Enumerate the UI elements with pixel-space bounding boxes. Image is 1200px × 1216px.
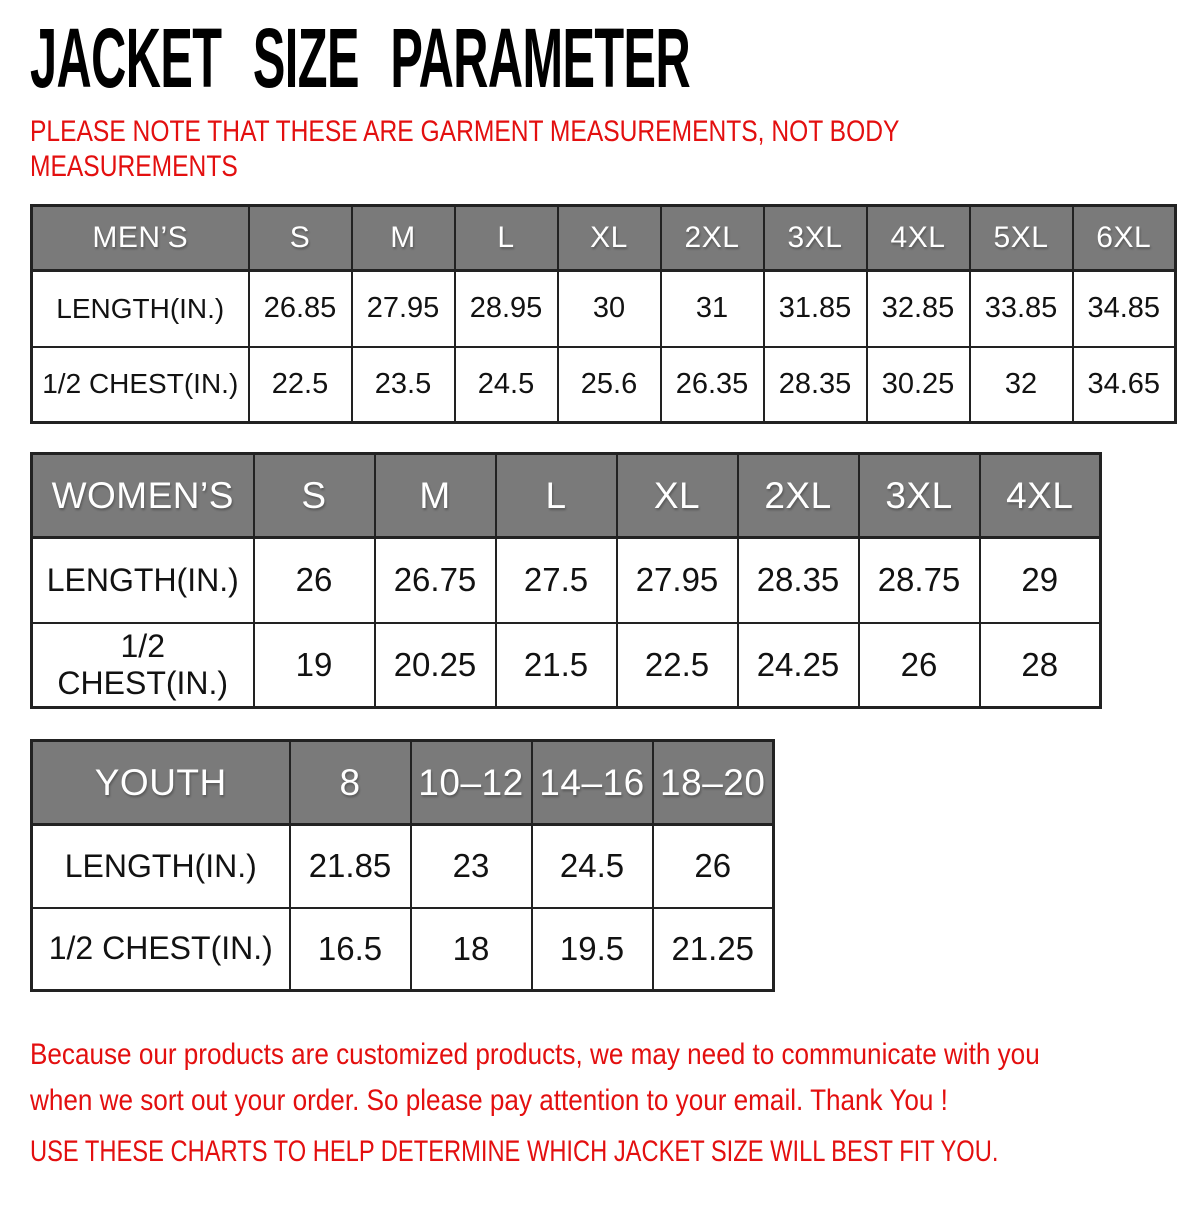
measurement-value-cell: 28 (980, 623, 1101, 708)
size-column-header: M (352, 206, 455, 271)
table-row (32, 271, 1176, 347)
measurement-value-cell: 22.5 (617, 623, 738, 708)
size-column-header: S (254, 454, 375, 538)
size-column-header: 2XL (661, 206, 764, 271)
measurement-value-cell: 34.65 (1073, 347, 1176, 423)
measurement-value-cell: 33.85 (970, 271, 1073, 347)
measurement-value-cell: 28.35 (764, 347, 867, 423)
measurement-value-cell: 26 (859, 623, 980, 708)
womens-size-table (30, 452, 1102, 709)
measurement-value-cell: 19.5 (532, 908, 653, 991)
measurement-value-cell: 28.35 (738, 538, 859, 623)
measurement-value-cell: 19 (254, 623, 375, 708)
size-column-header: 18–20 (653, 741, 774, 825)
measurement-row-label: LENGTH(IN.) (32, 271, 249, 347)
measurement-value-cell: 27.5 (496, 538, 617, 623)
page-title (30, 11, 1200, 105)
measurement-value-cell: 24.5 (532, 825, 653, 908)
measurement-value-cell: 27.95 (617, 538, 738, 623)
measurement-value-cell: 24.25 (738, 623, 859, 708)
customization-note-line-2: when we sort out your order. So please pay attention to your email. Thank You ! (30, 1084, 948, 1117)
size-column-header: 5XL (970, 206, 1073, 271)
measurement-value-cell: 21.85 (290, 825, 411, 908)
table-row (32, 825, 774, 908)
garment-note-line-1: PLEASE NOTE THAT THESE ARE GARMENT MEASUREMENTS, NOT BODY (30, 115, 900, 148)
measurement-value-cell: 30.25 (867, 347, 970, 423)
size-column-header: M (375, 454, 496, 538)
measurement-value-cell: 31.85 (764, 271, 867, 347)
measurement-value-cell: 18 (411, 908, 532, 991)
measurement-value-cell: 26.85 (249, 271, 352, 347)
measurement-value-cell: 21.25 (653, 908, 774, 991)
size-column-header: XL (617, 454, 738, 538)
chart-usage-advice (30, 1132, 1200, 1172)
youth-size-table (30, 739, 775, 992)
customization-note (30, 1032, 1200, 1124)
measurement-row-label: 1/2 CHEST(IN.) (32, 347, 249, 423)
measurement-value-cell: 22.5 (249, 347, 352, 423)
size-column-header: 2XL (738, 454, 859, 538)
table-row (32, 623, 1101, 708)
garment-note-line-2: MEASUREMENTS (30, 150, 238, 183)
measurement-value-cell: 29 (980, 538, 1101, 623)
size-column-header: 4XL (980, 454, 1101, 538)
measurement-value-cell: 26.75 (375, 538, 496, 623)
size-column-header: L (496, 454, 617, 538)
measurement-value-cell: 30 (558, 271, 661, 347)
measurement-value-cell: 20.25 (375, 623, 496, 708)
measurement-value-cell: 28.75 (859, 538, 980, 623)
measurement-row-label: 1/2 CHEST(IN.) (32, 623, 254, 708)
measurement-value-cell: 32.85 (867, 271, 970, 347)
measurement-value-cell: 26 (254, 538, 375, 623)
table-group-title: WOMEN’S (32, 454, 254, 538)
size-column-header: XL (558, 206, 661, 271)
table-row (32, 347, 1176, 423)
size-column-header: L (455, 206, 558, 271)
measurement-row-label: LENGTH(IN.) (32, 538, 254, 623)
size-column-header: 3XL (764, 206, 867, 271)
measurement-value-cell: 25.6 (558, 347, 661, 423)
size-column-header: 4XL (867, 206, 970, 271)
table-group-title: MEN’S (32, 206, 249, 271)
size-column-header: 3XL (859, 454, 980, 538)
measurement-value-cell: 23.5 (352, 347, 455, 423)
measurement-value-cell: 23 (411, 825, 532, 908)
measurement-value-cell: 27.95 (352, 271, 455, 347)
table-group-title: YOUTH (32, 741, 290, 825)
table-row (32, 538, 1101, 623)
size-column-header: 14–16 (532, 741, 653, 825)
table-row (32, 908, 774, 991)
customization-note-line-1: Because our products are customized products, we may need to communicate with you (30, 1038, 1040, 1071)
size-column-header: 8 (290, 741, 411, 825)
measurement-row-label: LENGTH(IN.) (32, 825, 290, 908)
measurement-value-cell: 16.5 (290, 908, 411, 991)
measurement-value-cell: 31 (661, 271, 764, 347)
jacket-size-chart-page (0, 11, 1200, 1216)
size-column-header: 10–12 (411, 741, 532, 825)
measurement-value-cell: 26.35 (661, 347, 764, 423)
page-title-text: JACKET SIZE PARAMETER (30, 11, 691, 105)
measurement-value-cell: 21.5 (496, 623, 617, 708)
size-column-header: 6XL (1073, 206, 1176, 271)
size-column-header: S (249, 206, 352, 271)
measurement-value-cell: 28.95 (455, 271, 558, 347)
mens-size-table (30, 204, 1177, 424)
garment-measurement-note (30, 114, 1200, 184)
measurement-value-cell: 32 (970, 347, 1073, 423)
measurement-value-cell: 26 (653, 825, 774, 908)
chart-usage-advice-text: USE THESE CHARTS TO HELP DETERMINE WHICH JACKET SIZE WILL BEST FIT YOU. (30, 1135, 999, 1168)
measurement-value-cell: 24.5 (455, 347, 558, 423)
measurement-value-cell: 34.85 (1073, 271, 1176, 347)
measurement-row-label: 1/2 CHEST(IN.) (32, 908, 290, 991)
